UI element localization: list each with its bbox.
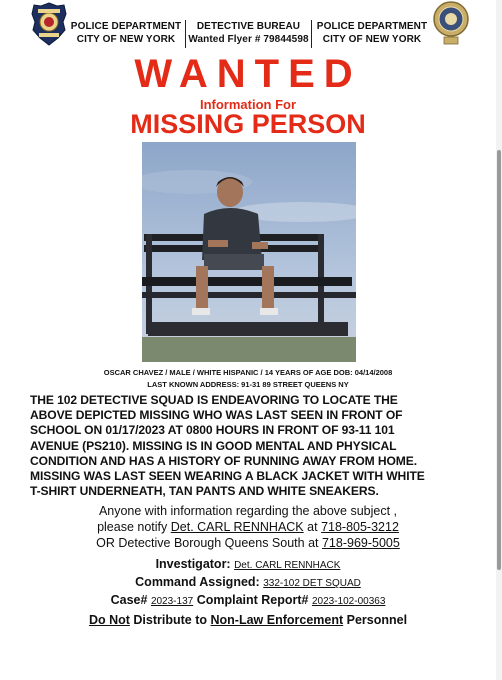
header-left-city: CITY OF NEW YORK	[76, 34, 176, 45]
header-bureau: DETECTIVE BUREAU	[196, 21, 301, 32]
complaint-value: 2023-102-00363	[311, 596, 386, 607]
distribution-notice	[0, 612, 496, 628]
investigator-row	[0, 556, 496, 574]
contact-notify-line	[0, 519, 496, 535]
do-not-text: Do Not	[88, 613, 130, 627]
wanted-title: WANTED	[134, 52, 362, 96]
description-line: AVENUE (PS210). MISSING IS IN GOOD MENTAL AND PHYSICAL	[30, 438, 397, 453]
case-fields	[0, 556, 496, 610]
header-flyer-number: Wanted Flyer # 79844598	[188, 34, 309, 45]
subject-photo	[142, 142, 356, 362]
description-line: MISSING WAS LAST SEEN WEARING A BLACK JACKET WITH WHITE	[30, 469, 425, 484]
vertical-scrollbar[interactable]	[496, 0, 502, 680]
command-value: 332-102 DET SQUAD	[263, 578, 361, 589]
header-left-dept: POLICE DEPARTMENT	[70, 21, 182, 32]
borough-phone: 718-969-5005	[321, 536, 400, 550]
contact-borough-line	[0, 535, 496, 551]
contact-info	[0, 503, 496, 551]
personnel-text: Personnel	[346, 613, 408, 627]
header-left	[70, 20, 182, 48]
case-row	[0, 592, 496, 610]
distribute-to-text: Distribute to	[133, 613, 207, 627]
subject-caption: OSCAR CHAVEZ / MALE / WHITE HISPANIC / 14 YEARS OF AGE DOB: 04/14/2008	[103, 368, 393, 377]
description-line: SCHOOL ON 01/17/2023 AT 0800 HOURS IN FRONT OF 93-11 101	[30, 423, 395, 438]
last-known-address: LAST KNOWN ADDRESS: 91-31 89 STREET QUEENS NY	[147, 380, 349, 389]
scrollbar-thumb[interactable]	[497, 150, 501, 570]
command-row	[0, 574, 496, 592]
missing-person-title: MISSING PERSON	[130, 109, 366, 139]
info-for-subtitle: Information For	[199, 97, 297, 112]
investigator-value: Det. CARL RENNHACK	[234, 560, 341, 571]
description-line: CONDITION AND HAS A HISTORY OF RUNNING AWAY FROM HOME.	[30, 453, 417, 468]
nypd-badge-icon	[30, 2, 68, 46]
nypd-seal-icon	[432, 0, 470, 46]
description-line: ABOVE DEPICTED MISSING WHO WAS LAST SEEN IN FRONT OF	[30, 408, 403, 423]
detective-name: Det. CARL RENNHACK	[170, 520, 304, 534]
command-label: Command Assigned:	[135, 575, 260, 589]
case-label: Case#	[110, 593, 148, 607]
notify-at: at	[307, 520, 318, 534]
description-line: THE 102 DETECTIVE SQUAD IS ENDEAVORING TO LOCATE THE	[30, 393, 398, 407]
header-center	[185, 20, 312, 48]
borough-prefix: OR Detective Borough Queens South at	[96, 536, 319, 550]
incident-description	[30, 393, 470, 499]
non-law-text: Non-Law Enforcement	[210, 613, 344, 627]
header-right-dept: POLICE DEPARTMENT	[316, 21, 428, 32]
description-line: T-SHIRT UNDERNEATH, TAN PANTS AND WHITE SNEAKERS.	[30, 484, 379, 499]
investigator-label: Investigator:	[155, 557, 231, 571]
complaint-label: Complaint Report#	[196, 593, 309, 607]
header-right	[313, 20, 431, 48]
flyer-header	[0, 0, 496, 58]
notify-prefix: please notify	[97, 520, 168, 534]
case-value: 2023-137	[150, 596, 194, 607]
contact-intro: Anyone with information regarding the above subject ,	[98, 504, 398, 518]
header-right-city: CITY OF NEW YORK	[322, 34, 422, 45]
detective-phone: 718-805-3212	[321, 520, 399, 534]
